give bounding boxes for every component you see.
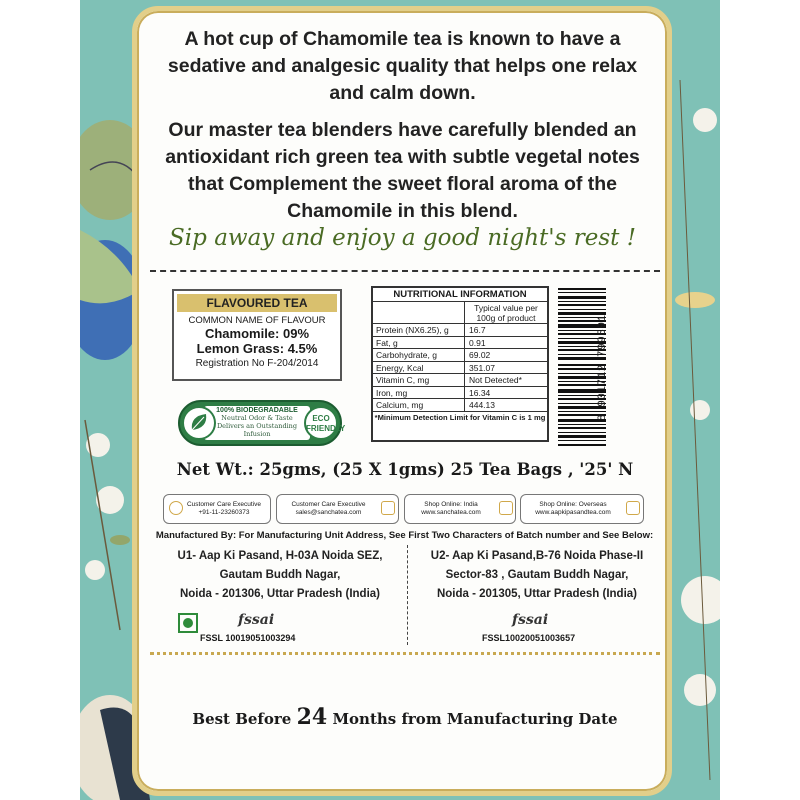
barcode-digits: 8 901712 799591 [597,314,609,422]
nutrient-value: 444.13 [469,400,495,410]
contact-detail: www.sanchatea.com [421,509,481,516]
contact-shop-overseas [520,494,644,524]
flavoured-tea-box [172,289,342,381]
biodegradable-line-3: Infusion [243,430,271,438]
manufacturing-heading: Manufactured By: For Manufacturing Unit Address, See First Two Characters of Batch number and See Below: [155,530,654,541]
nutrient-value: 351.07 [469,362,495,373]
table-row [373,324,547,337]
nutrient-value: 69.02 [469,350,491,360]
nutrition-header-blank [373,302,465,323]
nutrition-note: *Minimum Detection Limit for Vitamin C is 1 mg [374,412,546,422]
intro-text [150,26,655,235]
contact-shop-india [404,494,516,524]
flavoured-tea-title: FLAVOURED TEA [177,294,337,312]
contact-title: Shop Online: Overseas [539,501,607,508]
biodegradable-line-2: Delivers an Outstanding [216,422,298,430]
unit-2-line-3: Noida - 201305, Uttar Pradesh (India) [436,588,638,600]
email-icon [381,501,395,515]
nutrient-value: Not Detected* [469,375,522,385]
nutrition-title: NUTRITIONAL INFORMATION [373,288,547,302]
computer-icon [499,501,513,515]
best-before-months: 24 [296,704,328,730]
unit-1-address [155,547,405,604]
nutrient-name: Carbohydrate, g [373,349,465,361]
fssai-logo-2: fssai [512,612,549,628]
contact-title: Shop Online: India [424,501,478,508]
chamomile-percent: Chamomile: 09% [204,326,310,341]
best-before [150,704,660,730]
best-before-prefix: Best Before [192,710,292,728]
nutrient-value: 16.7 [469,325,486,335]
leaf-icon [182,406,216,440]
contact-title: Customer Care Executive [186,501,262,508]
table-row [373,374,547,387]
intro-paragraph-2: Our master tea blenders have carefully blended an antioxidant rich green tea with subtle vegetal notes that Complement the sweet floral aroma of the Chamomile in this blend. [165,119,640,222]
fssai-logo-1: fssai [238,612,275,628]
divider-top [150,270,660,272]
nutrient-name: Calcium, mg [373,399,465,411]
table-row [373,362,547,375]
phone-icon [169,501,183,515]
vegetarian-icon [178,613,198,633]
nutrition-header-row [373,302,547,324]
unit-2-address [412,547,662,604]
table-row [373,337,547,350]
slogan: Sip away and enjoy a good night's rest ! [169,225,636,251]
nutrition-table [371,286,549,442]
biodegradable-title: 100% BIODEGRADABLE [216,407,298,414]
nutrient-value: 16.34 [469,387,491,398]
unit-1-line-3: Noida - 201306, Uttar Pradesh (India) [179,588,381,600]
eco-friendly-icon: ECO FRIENDLY [304,406,338,440]
contact-detail: www.aapkipasandtea.com [535,509,611,516]
lemongrass-percent: Lemon Grass: 4.5% [196,341,318,356]
unit-2-line-1: U2- Aap Ki Pasand,B-76 Noida Phase-II [430,550,644,562]
nutrient-name: Fat, g [373,337,465,349]
contact-title: Customer Care Executive [291,501,366,508]
contact-detail: +91-11-23260373 [198,509,250,516]
biodegradable-text-panel [204,406,310,440]
best-before-suffix: Months from Manufacturing Date [332,710,618,728]
contact-customer-care-email [276,494,399,524]
common-name-label: COMMON NAME OF FLAVOUR [188,315,326,326]
address-divider [407,545,408,645]
computer-icon [626,501,640,515]
registration-number: Registration No F-204/2014 [195,358,319,369]
table-row [373,349,547,362]
net-weight: Net Wt.: 25gms, (25 X 1gms) 25 Tea Bags , '25' N [176,460,634,479]
fssl-number-2: FSSL10020051003657 [482,633,576,643]
nutrient-value: 0.91 [469,337,486,348]
fssl-number-1: FSSL 10019051003294 [200,633,296,643]
flower-illustration-right [670,80,720,780]
nutrient-name: Iron, mg [373,387,465,399]
divider-bottom [150,652,660,655]
unit-1-line-1: U1- Aap Ki Pasand, H-03A Noida SEZ, [177,550,383,562]
contact-customer-care-phone [163,494,271,524]
table-row [373,399,547,412]
flower-illustration-left [80,400,140,660]
table-row [373,387,547,400]
intro-paragraph-1: A hot cup of Chamomile tea is known to have a sedative and analgesic quality that helps one relax and calm down. [167,28,638,104]
biodegradable-badge [178,400,346,446]
nutrient-name: Vitamin C, mg [373,374,465,386]
contact-detail: sales@sanchatea.com [295,509,362,516]
unit-2-line-2: Sector-83 , Gautam Buddh Nagar, [445,569,629,581]
nutrition-value-header: Typical value per 100g of product [474,303,538,323]
biodegradable-line-1: Neutral Odor & Taste [221,414,293,422]
nutrient-name: Energy, Kcal [373,362,465,374]
unit-1-line-2: Gautam Buddh Nagar, [219,569,341,581]
nutrient-name: Protein (NX6.25), g [373,324,465,336]
